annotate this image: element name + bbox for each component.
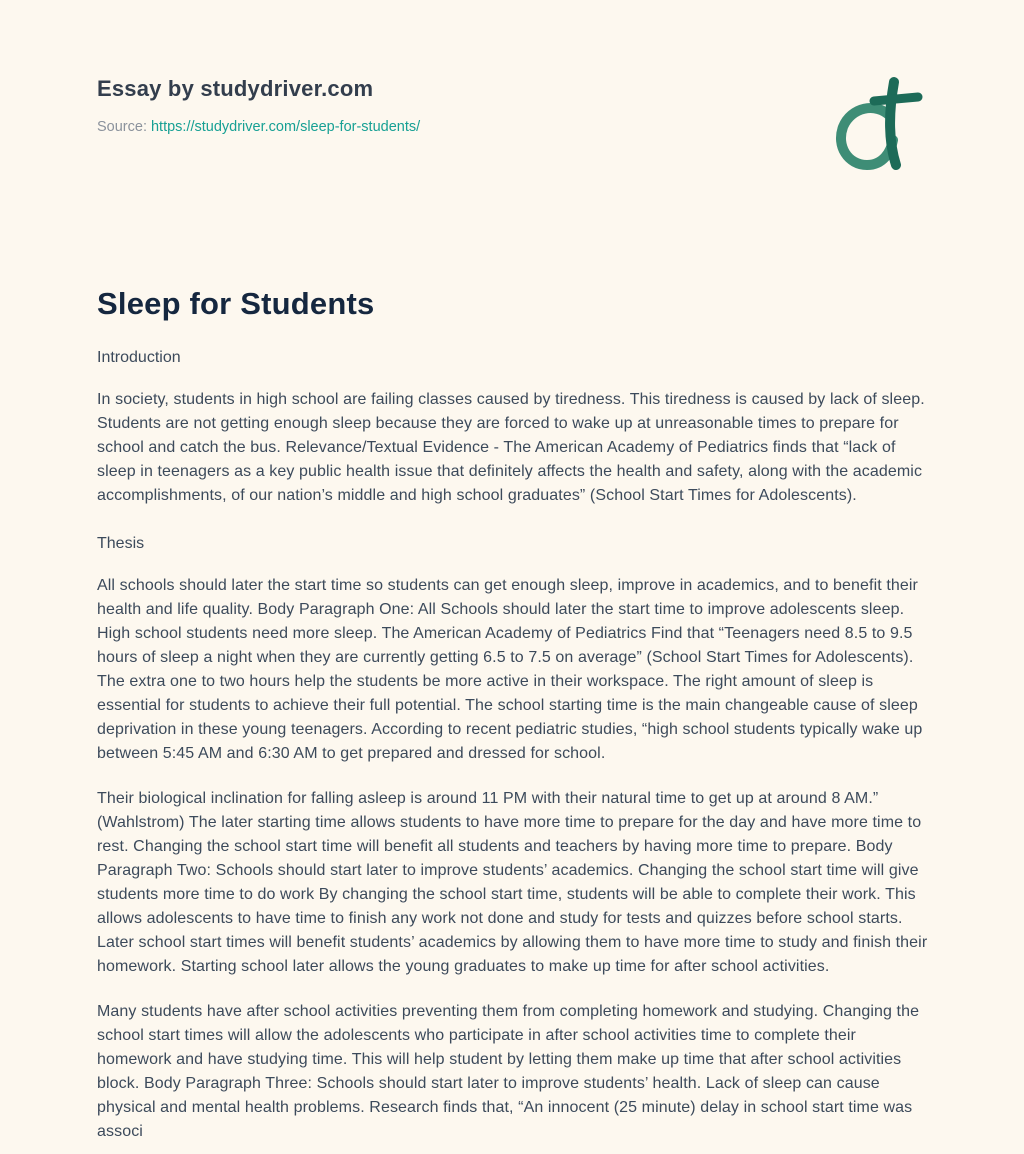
section-heading: Thesis — [97, 535, 145, 552]
essay-paragraph: Their biological inclination for falling asleep is around 11 PM with their natural time to get up at around 8 AM.” (Wahlstrom) The later starting time allows students to have more time to prepare for the day and have more time to rest. Changing the school start time will benefit all students and teachers by having more time to prepare. Body Paragraph Two: Schools should start later to improve students’ academics. Changing the school start time will give students more time to do work By changing the school start time, students will be able to complete their work. This allows adolescents to have time to finish any work not done and study for tests and quizzes before school starts. Later school start times will benefit students’ academics by allowing them to have more time to study and finish their homework. Starting school later allows the young graduates to make up time for after school activities. — [97, 790, 928, 975]
essay-paragraph: Many students have after school activities preventing them from completing homework and studying. Changing the school start times will allow the adolescents who participate in after school activities time to complete their homework and have studying time. This will help student by letting them make up time that after school activities block. Body Paragraph Three: Schools should start later to improve students’ health. Lack of sleep can cause physical and mental health problems. Research finds that, “An innocent (25 minute) delay in school start time was associ — [97, 1003, 920, 1140]
source-link[interactable]: https://studydriver.com/sleep-for-students/ — [150, 119, 421, 135]
studydriver-logo-icon — [828, 72, 924, 170]
header-title: Essay by studydriver.com — [97, 76, 374, 101]
source-label: Source: — [97, 119, 147, 135]
section-heading: Introduction — [97, 349, 181, 366]
essay-title: Sleep for Students — [97, 286, 375, 321]
essay-sections — [97, 349, 928, 1144]
source-line — [97, 119, 420, 135]
header — [97, 76, 928, 170]
header-text-block — [97, 76, 420, 135]
essay-paragraph: In society, students in high school are failing classes caused by tiredness. This tiredness is caused by lack of sleep. Students are not getting enough sleep because they are forced to wake up at unreasonable times to prepare for school and catch the bus. Relevance/Textual Evidence - The American Academy of Pediatrics finds that “lack of sleep in teenagers as a key public health issue that definitely affects the health and safety, along with the academic accomplishments, of our nation’s middle and high school graduates” (School Start Times for Adolescents). — [97, 391, 925, 504]
essay-content — [97, 286, 928, 1144]
essay-paragraph: All schools should later the start time so students can get enough sleep, improve in academics, and to benefit their health and life quality. Body Paragraph One: All Schools should later the start time to improve adolescents sleep. High school students need more sleep. The American Academy of Pediatrics Find that “Teenagers need 8.5 to 9.5 hours of sleep a night when they are currently getting 6.5 to 7.5 on average” (School Start Times for Adolescents). The extra one to two hours help the students be more active in their workspace. The right amount of sleep is essential for students to achieve their full potential. The school starting time is the main changeable cause of sleep deprivation in these young teenagers. According to recent pediatric studies, “high school students typically wake up between 5:45 AM and 6:30 AM to get prepared and dressed for school. — [97, 577, 923, 762]
